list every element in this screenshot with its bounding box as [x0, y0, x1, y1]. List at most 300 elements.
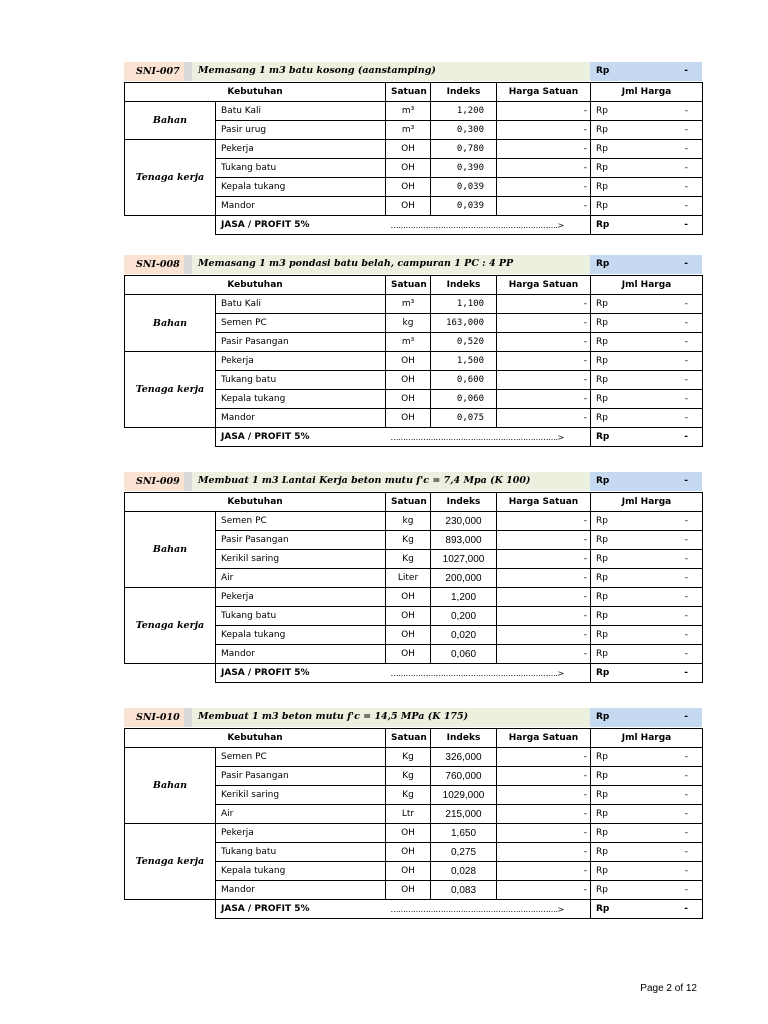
currency-label: Rp	[596, 573, 608, 583]
analysis-table	[124, 492, 703, 683]
jasa-dots: ………………………………………………………….>	[386, 664, 591, 683]
sni-block	[124, 708, 702, 919]
item-name: Batu Kali	[216, 102, 386, 121]
price-dash: -	[684, 573, 688, 583]
total-price	[591, 645, 703, 664]
block-header	[124, 472, 702, 491]
item-unit: OH	[386, 607, 431, 626]
item-name: Kepala tukang	[216, 626, 386, 645]
item-index: 0,780	[431, 140, 497, 159]
unit-price: -	[497, 824, 591, 843]
total-price	[591, 805, 703, 824]
header-satuan: Satuan	[386, 493, 431, 512]
item-index: 1,500	[431, 352, 497, 371]
currency-label: Rp	[596, 476, 610, 486]
jasa-dots: ………………………………………………………….>	[386, 900, 591, 919]
work-title: Membuat 1 m3 Lantai Kerja beton mutu f'c = 7,4 Mpa (K 100)	[192, 472, 590, 491]
work-title: Membuat 1 m3 beton mutu f'c = 14,5 MPa (K 175)	[192, 708, 590, 727]
item-index: 0,600	[431, 371, 497, 390]
total-price	[591, 786, 703, 805]
price-dash: -	[684, 220, 688, 230]
item-index: 0,028	[431, 862, 497, 881]
currency-label: Rp	[596, 106, 608, 116]
currency-label: Rp	[596, 904, 610, 914]
currency-label: Rp	[596, 630, 608, 640]
item-unit: kg	[386, 314, 431, 333]
analysis-table	[124, 275, 703, 447]
jasa-total	[591, 216, 703, 235]
sni-code: SNI-010	[124, 708, 184, 727]
item-name: Semen PC	[216, 314, 386, 333]
item-unit: OH	[386, 626, 431, 645]
item-name: Batu Kali	[216, 295, 386, 314]
header-jml-harga: Jml Harga	[591, 83, 703, 102]
category-cell: Bahan	[125, 102, 216, 140]
unit-price: -	[497, 748, 591, 767]
item-unit: OH	[386, 409, 431, 428]
total-price	[591, 102, 703, 121]
item-unit: kg	[386, 512, 431, 531]
item-index: 163,000	[431, 314, 497, 333]
item-unit: OH	[386, 862, 431, 881]
header-kebutuhan: Kebutuhan	[125, 83, 386, 102]
jasa-total	[591, 428, 703, 447]
price-dash: -	[684, 790, 688, 800]
unit-price: -	[497, 352, 591, 371]
sni-block	[124, 255, 702, 447]
header-kebutuhan: Kebutuhan	[125, 729, 386, 748]
unit-price: -	[497, 843, 591, 862]
table-row	[125, 512, 703, 531]
jasa-profit-row	[125, 216, 703, 235]
price-dash: -	[684, 885, 688, 895]
currency-label: Rp	[596, 611, 608, 621]
category-cell: Bahan	[125, 512, 216, 588]
price-dash: -	[684, 752, 688, 762]
item-name: Kerikil saring	[216, 550, 386, 569]
currency-label: Rp	[596, 866, 608, 876]
header-kebutuhan: Kebutuhan	[125, 276, 386, 295]
price-dash: -	[684, 649, 688, 659]
currency-label: Rp	[596, 771, 608, 781]
jasa-profit-label: JASA / PROFIT 5%	[216, 900, 386, 919]
item-name: Pasir Pasangan	[216, 767, 386, 786]
blank-cell	[125, 428, 216, 447]
unit-price: -	[497, 531, 591, 550]
total-price	[591, 295, 703, 314]
currency-label: Rp	[596, 220, 610, 230]
sni-block	[124, 62, 702, 235]
price-dash: -	[684, 668, 688, 678]
item-unit: Ltr	[386, 805, 431, 824]
sni-code: SNI-008	[124, 255, 184, 274]
item-unit: OH	[386, 588, 431, 607]
header-jml-harga: Jml Harga	[591, 729, 703, 748]
sni-code: SNI-009	[124, 472, 184, 491]
unit-price: -	[497, 607, 591, 626]
item-name: Kepala tukang	[216, 390, 386, 409]
total-price	[591, 843, 703, 862]
header-harga-satuan: Harga Satuan	[497, 729, 591, 748]
currency-label: Rp	[596, 259, 610, 269]
total-price	[591, 371, 703, 390]
item-index: 1027,000	[431, 550, 497, 569]
item-name: Pekerja	[216, 588, 386, 607]
price-dash: -	[684, 375, 688, 385]
price-dash: -	[684, 516, 688, 526]
item-name: Pekerja	[216, 140, 386, 159]
item-unit: OH	[386, 371, 431, 390]
category-cell: Tenaga kerja	[125, 352, 216, 428]
category-cell: Bahan	[125, 748, 216, 824]
currency-label: Rp	[596, 752, 608, 762]
block-header	[124, 62, 702, 81]
analysis-table	[124, 728, 703, 919]
total-price-cell	[590, 255, 702, 274]
jasa-profit-label: JASA / PROFIT 5%	[216, 216, 386, 235]
item-index: 0,060	[431, 390, 497, 409]
price-dash: -	[684, 554, 688, 564]
total-price	[591, 824, 703, 843]
item-name: Tukang batu	[216, 371, 386, 390]
total-price	[591, 588, 703, 607]
blank-cell	[125, 664, 216, 683]
total-price	[591, 531, 703, 550]
total-price	[591, 159, 703, 178]
currency-label: Rp	[596, 144, 608, 154]
item-index: 1,200	[431, 588, 497, 607]
jasa-profit-label: JASA / PROFIT 5%	[216, 428, 386, 447]
currency-label: Rp	[596, 516, 608, 526]
currency-label: Rp	[596, 649, 608, 659]
price-dash: -	[684, 828, 688, 838]
item-name: Pekerja	[216, 824, 386, 843]
jasa-dots: ………………………………………………………….>	[386, 428, 591, 447]
item-name: Mandor	[216, 197, 386, 216]
currency-label: Rp	[596, 201, 608, 211]
table-header-row	[125, 276, 703, 295]
work-title: Memasang 1 m3 batu kosong (aanstamping)	[192, 62, 590, 81]
currency-label: Rp	[596, 125, 608, 135]
unit-price: -	[497, 786, 591, 805]
currency-label: Rp	[596, 299, 608, 309]
blank-cell	[125, 216, 216, 235]
currency-label: Rp	[596, 182, 608, 192]
item-unit: OH	[386, 824, 431, 843]
table-row	[125, 824, 703, 843]
price-dash: -	[684, 847, 688, 857]
jasa-total	[591, 664, 703, 683]
item-index: 215,000	[431, 805, 497, 824]
unit-price: -	[497, 390, 591, 409]
total-price	[591, 569, 703, 588]
item-unit: Kg	[386, 550, 431, 569]
header-jml-harga: Jml Harga	[591, 276, 703, 295]
item-index: 1,650	[431, 824, 497, 843]
header-indeks: Indeks	[431, 83, 497, 102]
item-index: 0,039	[431, 197, 497, 216]
currency-label: Rp	[596, 885, 608, 895]
item-index: 0,200	[431, 607, 497, 626]
price-dash: -	[684, 611, 688, 621]
item-index: 1029,000	[431, 786, 497, 805]
unit-price: -	[497, 588, 591, 607]
total-price	[591, 748, 703, 767]
item-index: 0,275	[431, 843, 497, 862]
total-price	[591, 607, 703, 626]
price-dash: -	[684, 394, 688, 404]
price-dash: -	[684, 712, 688, 722]
total-price	[591, 314, 703, 333]
item-unit: OH	[386, 881, 431, 900]
table-row	[125, 352, 703, 371]
header-harga-satuan: Harga Satuan	[497, 493, 591, 512]
item-index: 0,390	[431, 159, 497, 178]
total-price	[591, 512, 703, 531]
price-dash: -	[684, 201, 688, 211]
currency-label: Rp	[596, 66, 610, 76]
unit-price: -	[497, 102, 591, 121]
item-index: 230,000	[431, 512, 497, 531]
unit-price: -	[497, 333, 591, 352]
item-name: Kepala tukang	[216, 178, 386, 197]
total-price	[591, 352, 703, 371]
item-index: 1,200	[431, 102, 497, 121]
price-dash: -	[684, 432, 688, 442]
unit-price: -	[497, 409, 591, 428]
item-name: Tukang batu	[216, 159, 386, 178]
page-number: Page 2 of 12	[640, 983, 697, 994]
header-harga-satuan: Harga Satuan	[497, 83, 591, 102]
total-price	[591, 409, 703, 428]
item-unit: m³	[386, 121, 431, 140]
total-price	[591, 767, 703, 786]
item-name: Pasir urug	[216, 121, 386, 140]
item-index: 326,000	[431, 748, 497, 767]
item-name: Air	[216, 569, 386, 588]
price-dash: -	[684, 259, 688, 269]
total-price	[591, 862, 703, 881]
currency-label: Rp	[596, 554, 608, 564]
item-index: 0,083	[431, 881, 497, 900]
unit-price: -	[497, 159, 591, 178]
unit-price: -	[497, 314, 591, 333]
item-unit: m³	[386, 295, 431, 314]
header-spacer	[184, 62, 192, 81]
unit-price: -	[497, 862, 591, 881]
header-indeks: Indeks	[431, 493, 497, 512]
price-dash: -	[684, 182, 688, 192]
unit-price: -	[497, 295, 591, 314]
unit-price: -	[497, 512, 591, 531]
price-dash: -	[684, 904, 688, 914]
item-name: Mandor	[216, 409, 386, 428]
item-name: Tukang batu	[216, 607, 386, 626]
total-price	[591, 178, 703, 197]
item-index: 200,000	[431, 569, 497, 588]
category-cell: Tenaga kerja	[125, 588, 216, 664]
header-spacer	[184, 708, 192, 727]
unit-price: -	[497, 371, 591, 390]
price-dash: -	[684, 413, 688, 423]
item-name: Kerikil saring	[216, 786, 386, 805]
unit-price: -	[497, 197, 591, 216]
price-dash: -	[684, 771, 688, 781]
price-dash: -	[684, 476, 688, 486]
currency-label: Rp	[596, 413, 608, 423]
unit-price: -	[497, 626, 591, 645]
total-price	[591, 140, 703, 159]
currency-label: Rp	[596, 394, 608, 404]
unit-price: -	[497, 178, 591, 197]
header-jml-harga: Jml Harga	[591, 493, 703, 512]
price-dash: -	[684, 535, 688, 545]
table-header-row	[125, 493, 703, 512]
item-unit: Kg	[386, 748, 431, 767]
category-cell: Tenaga kerja	[125, 824, 216, 900]
analysis-table	[124, 82, 703, 235]
item-unit: m³	[386, 102, 431, 121]
table-row	[125, 588, 703, 607]
item-index: 1,100	[431, 295, 497, 314]
item-index: 893,000	[431, 531, 497, 550]
blank-cell	[125, 900, 216, 919]
total-price-cell	[590, 62, 702, 81]
unit-price: -	[497, 645, 591, 664]
header-indeks: Indeks	[431, 276, 497, 295]
total-price	[591, 121, 703, 140]
category-cell: Tenaga kerja	[125, 140, 216, 216]
currency-label: Rp	[596, 375, 608, 385]
item-index: 0,060	[431, 645, 497, 664]
item-unit: OH	[386, 159, 431, 178]
jasa-profit-row	[125, 900, 703, 919]
table-header-row	[125, 729, 703, 748]
item-unit: Liter	[386, 569, 431, 588]
unit-price: -	[497, 140, 591, 159]
item-index: 0,300	[431, 121, 497, 140]
item-unit: OH	[386, 140, 431, 159]
item-name: Pasir Pasangan	[216, 531, 386, 550]
sni-block	[124, 472, 702, 683]
item-unit: m³	[386, 333, 431, 352]
item-unit: OH	[386, 645, 431, 664]
item-index: 0,039	[431, 178, 497, 197]
header-satuan: Satuan	[386, 83, 431, 102]
total-price	[591, 333, 703, 352]
item-unit: OH	[386, 390, 431, 409]
currency-label: Rp	[596, 790, 608, 800]
currency-label: Rp	[596, 356, 608, 366]
currency-label: Rp	[596, 668, 610, 678]
price-dash: -	[684, 630, 688, 640]
item-name: Mandor	[216, 881, 386, 900]
jasa-profit-row	[125, 428, 703, 447]
price-dash: -	[684, 592, 688, 602]
currency-label: Rp	[596, 432, 610, 442]
total-price	[591, 197, 703, 216]
item-name: Semen PC	[216, 512, 386, 531]
item-name: Tukang batu	[216, 843, 386, 862]
price-dash: -	[684, 337, 688, 347]
currency-label: Rp	[596, 318, 608, 328]
sni-code: SNI-007	[124, 62, 184, 81]
total-price	[591, 390, 703, 409]
item-name: Air	[216, 805, 386, 824]
item-unit: OH	[386, 197, 431, 216]
price-dash: -	[684, 318, 688, 328]
item-name: Semen PC	[216, 748, 386, 767]
header-spacer	[184, 255, 192, 274]
header-indeks: Indeks	[431, 729, 497, 748]
currency-label: Rp	[596, 163, 608, 173]
price-dash: -	[684, 125, 688, 135]
item-unit: OH	[386, 843, 431, 862]
item-unit: Kg	[386, 531, 431, 550]
item-unit: Kg	[386, 786, 431, 805]
table-row	[125, 748, 703, 767]
item-name: Kepala tukang	[216, 862, 386, 881]
table-row	[125, 102, 703, 121]
jasa-profit-row	[125, 664, 703, 683]
header-spacer	[184, 472, 192, 491]
item-index: 0,020	[431, 626, 497, 645]
total-price-cell	[590, 708, 702, 727]
total-price-cell	[590, 472, 702, 491]
item-index: 0,520	[431, 333, 497, 352]
item-unit: OH	[386, 352, 431, 371]
item-index: 760,000	[431, 767, 497, 786]
item-unit: Kg	[386, 767, 431, 786]
block-header	[124, 255, 702, 274]
unit-price: -	[497, 550, 591, 569]
currency-label: Rp	[596, 712, 610, 722]
header-satuan: Satuan	[386, 276, 431, 295]
total-price	[591, 550, 703, 569]
work-title: Memasang 1 m3 pondasi batu belah, campuran 1 PC : 4 PP	[192, 255, 590, 274]
currency-label: Rp	[596, 809, 608, 819]
currency-label: Rp	[596, 535, 608, 545]
total-price	[591, 881, 703, 900]
block-header	[124, 708, 702, 727]
price-dash: -	[684, 809, 688, 819]
price-dash: -	[684, 106, 688, 116]
jasa-total	[591, 900, 703, 919]
price-dash: -	[684, 163, 688, 173]
jasa-dots: ………………………………………………………….>	[386, 216, 591, 235]
item-name: Mandor	[216, 645, 386, 664]
jasa-profit-label: JASA / PROFIT 5%	[216, 664, 386, 683]
price-dash: -	[684, 866, 688, 876]
unit-price: -	[497, 881, 591, 900]
item-name: Pasir Pasangan	[216, 333, 386, 352]
price-dash: -	[684, 144, 688, 154]
table-row	[125, 140, 703, 159]
header-satuan: Satuan	[386, 729, 431, 748]
unit-price: -	[497, 569, 591, 588]
header-harga-satuan: Harga Satuan	[497, 276, 591, 295]
table-row	[125, 295, 703, 314]
item-name: Pekerja	[216, 352, 386, 371]
unit-price: -	[497, 805, 591, 824]
item-unit: OH	[386, 178, 431, 197]
currency-label: Rp	[596, 828, 608, 838]
unit-price: -	[497, 767, 591, 786]
price-dash: -	[684, 299, 688, 309]
header-kebutuhan: Kebutuhan	[125, 493, 386, 512]
price-dash: -	[684, 356, 688, 366]
table-header-row	[125, 83, 703, 102]
